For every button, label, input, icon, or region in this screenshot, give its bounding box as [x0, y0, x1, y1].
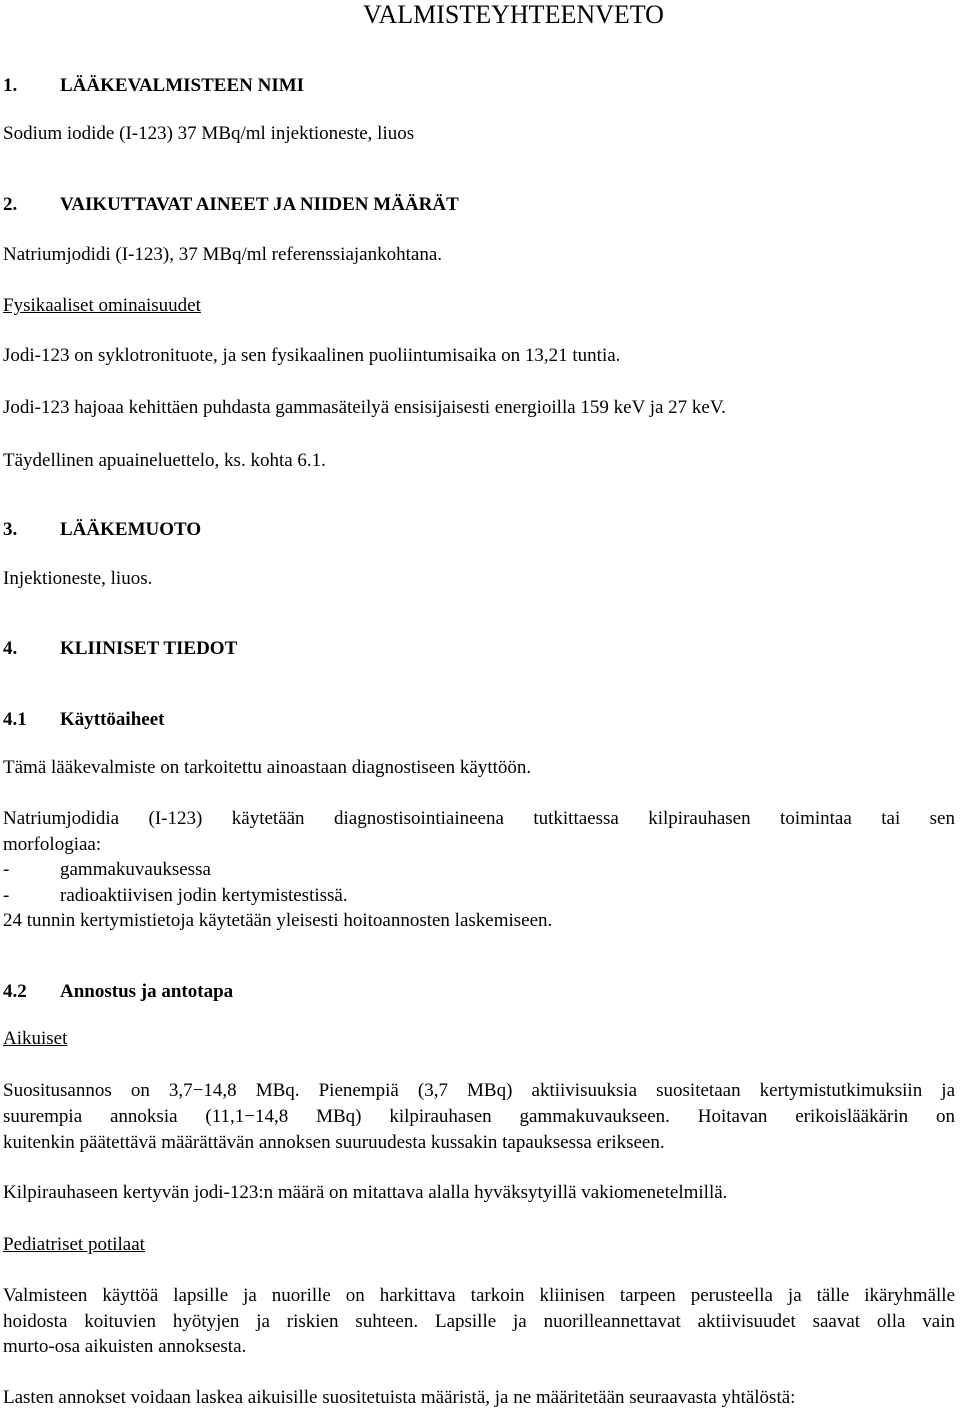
section-title: Käyttöaiheet [60, 709, 165, 730]
child-dose-calculation-text: Lasten annokset voidaan laskea aikuisille suositetuista määristä, ja ne määritetään seuraavasta yhtälöstä: [3, 1387, 796, 1408]
active-substance-text: Natriumjodidi (I-123), 37 MBq/ml referenssiajankohtana. [3, 244, 443, 265]
section-4-heading [3, 636, 237, 661]
bullet-dash: - [3, 885, 10, 906]
indication-line-1: Natriumjodidia (I-123) käytetään diagnostisointiaineena tutkittaessa kilpirauhasen toimintaa tai sen [3, 808, 955, 829]
diagnostic-use-text: Tämä lääkevalmiste on tarkoitettu ainoastaan diagnostiseen käyttöön. [3, 757, 532, 778]
bullet-text: radioaktiivisen jodin kertymistestissä. [60, 885, 348, 906]
indication-line-2: morfologiaa: [3, 834, 102, 855]
uptake-data-text: 24 tunnin kertymistietoja käytetään yleisesti hoitoannosten laskemiseen. [3, 910, 553, 931]
section-number: 2. [3, 194, 18, 215]
bullet-dash: - [3, 859, 10, 880]
section-4-1-heading [3, 707, 164, 732]
section-title: LÄÄKEVALMISTEEN NIMI [60, 75, 305, 96]
physical-properties-subheading: Fysikaaliset ominaisuudet [3, 295, 201, 316]
section-title: VAIKUTTAVAT AINEET JA NIIDEN MÄÄRÄT [60, 194, 459, 215]
section-number: 3. [3, 519, 18, 540]
section-number: 4. [3, 638, 18, 659]
pediatric-line-1: Valmisteen käyttöä lapsille ja nuorille on harkittava tarkoin kliinisen tarpeen perusteella ja tälle ikäryhmälle [3, 1285, 955, 1306]
pediatric-line-2: hoidosta koituvien hyötyjen ja riskien suhteen. Lapsille ja nuorilleannettavat aktiivisuudet saavat olla vain [3, 1311, 955, 1332]
section-1-heading [3, 73, 304, 98]
section-4-2-heading [3, 979, 233, 1004]
document-title: VALMISTEYHTEENVETO [363, 0, 664, 29]
pharmaceutical-form-text: Injektioneste, liuos. [3, 568, 153, 589]
section-title: KLIINISET TIEDOT [60, 638, 238, 659]
decay-text: Jodi-123 hajoaa kehittäen puhdasta gammasäteilyä ensisijaisesti energioilla 159 keV ja 27 keV. [3, 397, 726, 418]
half-life-text: Jodi-123 on syklotronituote, ja sen fysikaalinen puoliintumisaika on 13,21 tuntia. [3, 345, 621, 366]
indication-bullet-1 [3, 857, 211, 882]
adult-dose-line-3: kuitenkin päätettävä määrättävän annoksen suuruudesta kussakin tapauksessa erikseen. [3, 1132, 665, 1153]
section-title: LÄÄKEMUOTO [60, 519, 202, 540]
thyroid-uptake-text: Kilpirauhaseen kertyvän jodi-123:n määrä on mitattava alalla hyväksytyillä vakiomenetelmillä. [3, 1182, 728, 1203]
product-name-text: Sodium iodide (I-123) 37 MBq/ml injektioneste, liuos [3, 123, 415, 144]
pediatric-subheading: Pediatriset potilaat [3, 1234, 145, 1255]
adult-dose-line-2: suurempia annoksia (11,1−14,8 MBq) kilpirauhasen gammakuvaukseen. Hoitavan erikoislääkärin on [3, 1106, 955, 1127]
excipients-text: Täydellinen apuaineluettelo, ks. kohta 6.1. [3, 450, 326, 471]
adults-subheading: Aikuiset [3, 1028, 68, 1049]
section-2-heading [3, 192, 459, 217]
indication-bullet-2 [3, 883, 348, 908]
bullet-text: gammakuvauksessa [60, 859, 211, 880]
section-title: Annostus ja antotapa [60, 981, 234, 1002]
adult-dose-line-1: Suositusannos on 3,7−14,8 MBq. Pienempiä (3,7 MBq) aktiivisuuksia suositetaan kertymistutkimuksiin ja [3, 1080, 955, 1101]
section-number: 1. [3, 75, 18, 96]
pediatric-line-3: murto-osa aikuisten annoksesta. [3, 1336, 247, 1357]
section-number: 4.1 [3, 709, 27, 730]
section-3-heading [3, 517, 201, 542]
section-number: 4.2 [3, 981, 27, 1002]
